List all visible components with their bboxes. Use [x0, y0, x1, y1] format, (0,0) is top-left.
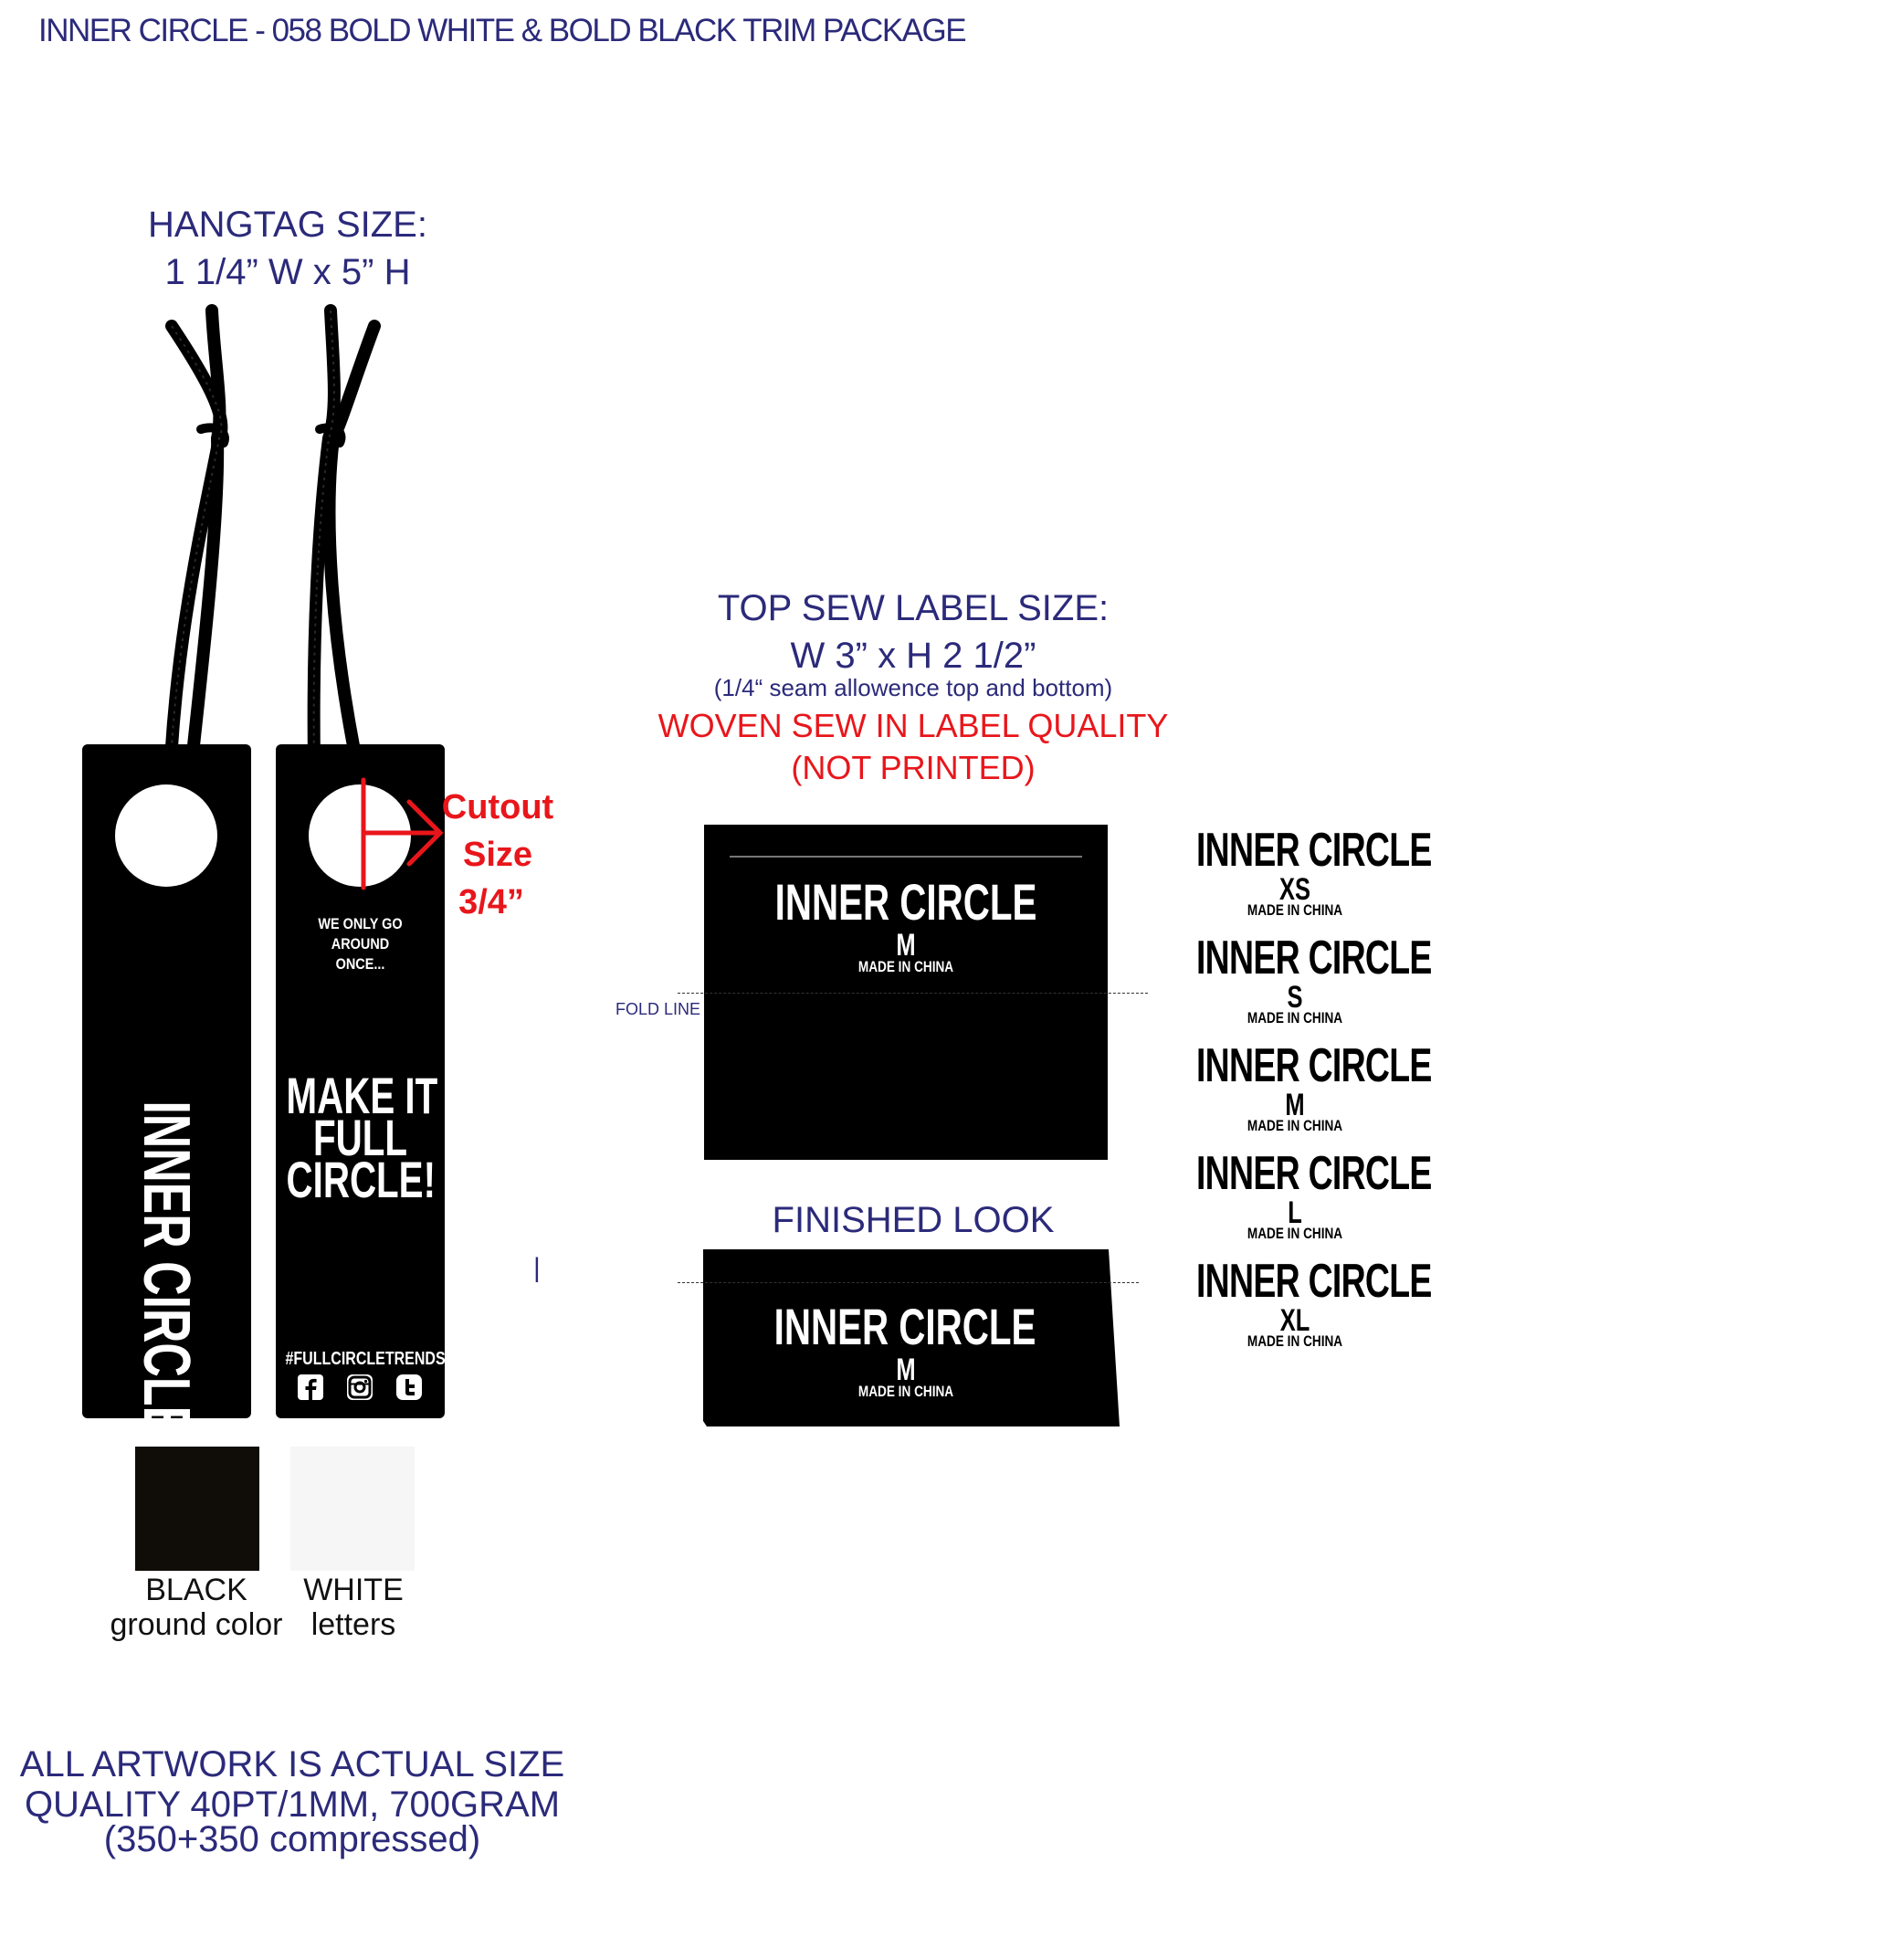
- size-variant-brand: INNER CIRCLE: [1196, 1039, 1432, 1092]
- size-variant-s: [1158, 932, 1432, 1026]
- hangtag-back-slogan: [286, 1067, 438, 1208]
- fold-line-dashed: [678, 993, 1148, 994]
- white-swatch-label-2: letters: [310, 1607, 396, 1642]
- slogan-line-2: FULL: [312, 1109, 408, 1166]
- white-swatch-label-1: WHITE: [303, 1573, 404, 1607]
- size-variant-m: [1158, 1040, 1432, 1133]
- size-variant-made: MADE IN CHINA: [1247, 1225, 1343, 1242]
- size-variant-code: M: [1285, 1088, 1305, 1122]
- hangtag-back-tagline: WE ONLY GO AROUND ONCE...: [318, 915, 403, 973]
- white-swatch-label: [292, 1573, 415, 1642]
- size-variant-code: L: [1288, 1195, 1302, 1230]
- size-variant-brand: INNER CIRCLE: [1196, 824, 1432, 877]
- hangtag-front-brand-text: INNER CIRCLE: [130, 1100, 203, 1438]
- black-swatch-label-1: BLACK: [145, 1573, 247, 1607]
- quality-line-2: (NOT PRINTED): [791, 749, 1036, 786]
- slogan-line-1: MAKE IT: [286, 1067, 438, 1124]
- footer-line-2: QUALITY 40PT/1MM, 700GRAM: [24, 1784, 561, 1825]
- cutout-line-3: 3/4”: [458, 883, 524, 921]
- sew-label-flat-size: M: [896, 928, 916, 963]
- size-variant-made: MADE IN CHINA: [1247, 1009, 1343, 1026]
- black-swatch-label-2: ground color: [110, 1607, 283, 1642]
- black-swatch: [135, 1447, 259, 1571]
- twitter-icon: [396, 1374, 422, 1400]
- cutout-line-2: Size: [462, 836, 533, 874]
- size-variant-made: MADE IN CHINA: [1247, 901, 1343, 919]
- slogan-line-3: CIRCLE!: [286, 1151, 437, 1208]
- size-variant-xl: [1158, 1256, 1432, 1349]
- document-title: INNER CIRCLE - 058 BOLD WHITE & BOLD BLACK TRIM PACKAGE: [38, 13, 966, 48]
- footer-line-1: ALL ARTWORK IS ACTUAL SIZE: [19, 1744, 565, 1784]
- facebook-icon: [298, 1374, 323, 1400]
- size-variant-brand: INNER CIRCLE: [1196, 932, 1432, 984]
- size-variant-code: XL: [1279, 1303, 1310, 1338]
- sew-label-flat-made: MADE IN CHINA: [857, 958, 954, 975]
- hangtag-front: [82, 744, 251, 1438]
- stray-mark: |: [533, 1253, 541, 1283]
- size-variant-l: [1158, 1148, 1432, 1241]
- sew-label-finished-made: MADE IN CHINA: [857, 1383, 954, 1400]
- hangtag-front-hole: [115, 784, 217, 887]
- finished-look-heading: FINISHED LOOK: [772, 1200, 1055, 1240]
- quality-note: [639, 705, 1187, 789]
- size-variant-made: MADE IN CHINA: [1247, 1117, 1343, 1134]
- hangtag-size-label: HANGTAG SIZE:: [148, 205, 427, 245]
- quality-line-1: WOVEN SEW IN LABEL QUALITY: [657, 707, 1169, 744]
- white-swatch: [290, 1447, 415, 1571]
- size-variant-code: XS: [1278, 872, 1311, 907]
- sew-label-top-seam: [730, 856, 1082, 858]
- sew-label-finished-size: M: [896, 1353, 916, 1387]
- hangtag-back-hashtag: #FULLCIRCLETRENDS: [285, 1349, 446, 1369]
- sew-label-heading-2: W 3” x H 2 1/2”: [790, 636, 1036, 676]
- size-variant-code: S: [1287, 980, 1303, 1015]
- seam-note: (1/4“ seam allowence top and bottom): [713, 674, 1113, 701]
- sew-label-finished-brand: INNER CIRCLE: [773, 1298, 1036, 1355]
- cutout-line-1: Cutout: [441, 788, 554, 826]
- size-variant-brand: INNER CIRCLE: [1196, 1147, 1432, 1200]
- black-swatch-label: [91, 1573, 301, 1642]
- hangtag-size-value: 1 1/4” W x 5” H: [164, 252, 411, 292]
- size-variant-brand: INNER CIRCLE: [1196, 1255, 1432, 1308]
- instagram-icon: [347, 1374, 373, 1400]
- finished-fold-line: [678, 1282, 1139, 1283]
- sew-label-heading-1: TOP SEW LABEL SIZE:: [717, 588, 1110, 628]
- size-variant-made: MADE IN CHINA: [1247, 1332, 1343, 1350]
- fold-line-label: FOLD LINE: [615, 1000, 701, 1018]
- footer-line-3: (350+350 compressed): [103, 1819, 481, 1859]
- size-variant-xs: [1158, 825, 1432, 918]
- sew-label-flat-brand: INNER CIRCLE: [774, 873, 1037, 931]
- cutout-size-label: [429, 784, 566, 926]
- footer-notes: [18, 1744, 566, 1859]
- sew-label-heading: [639, 584, 1187, 679]
